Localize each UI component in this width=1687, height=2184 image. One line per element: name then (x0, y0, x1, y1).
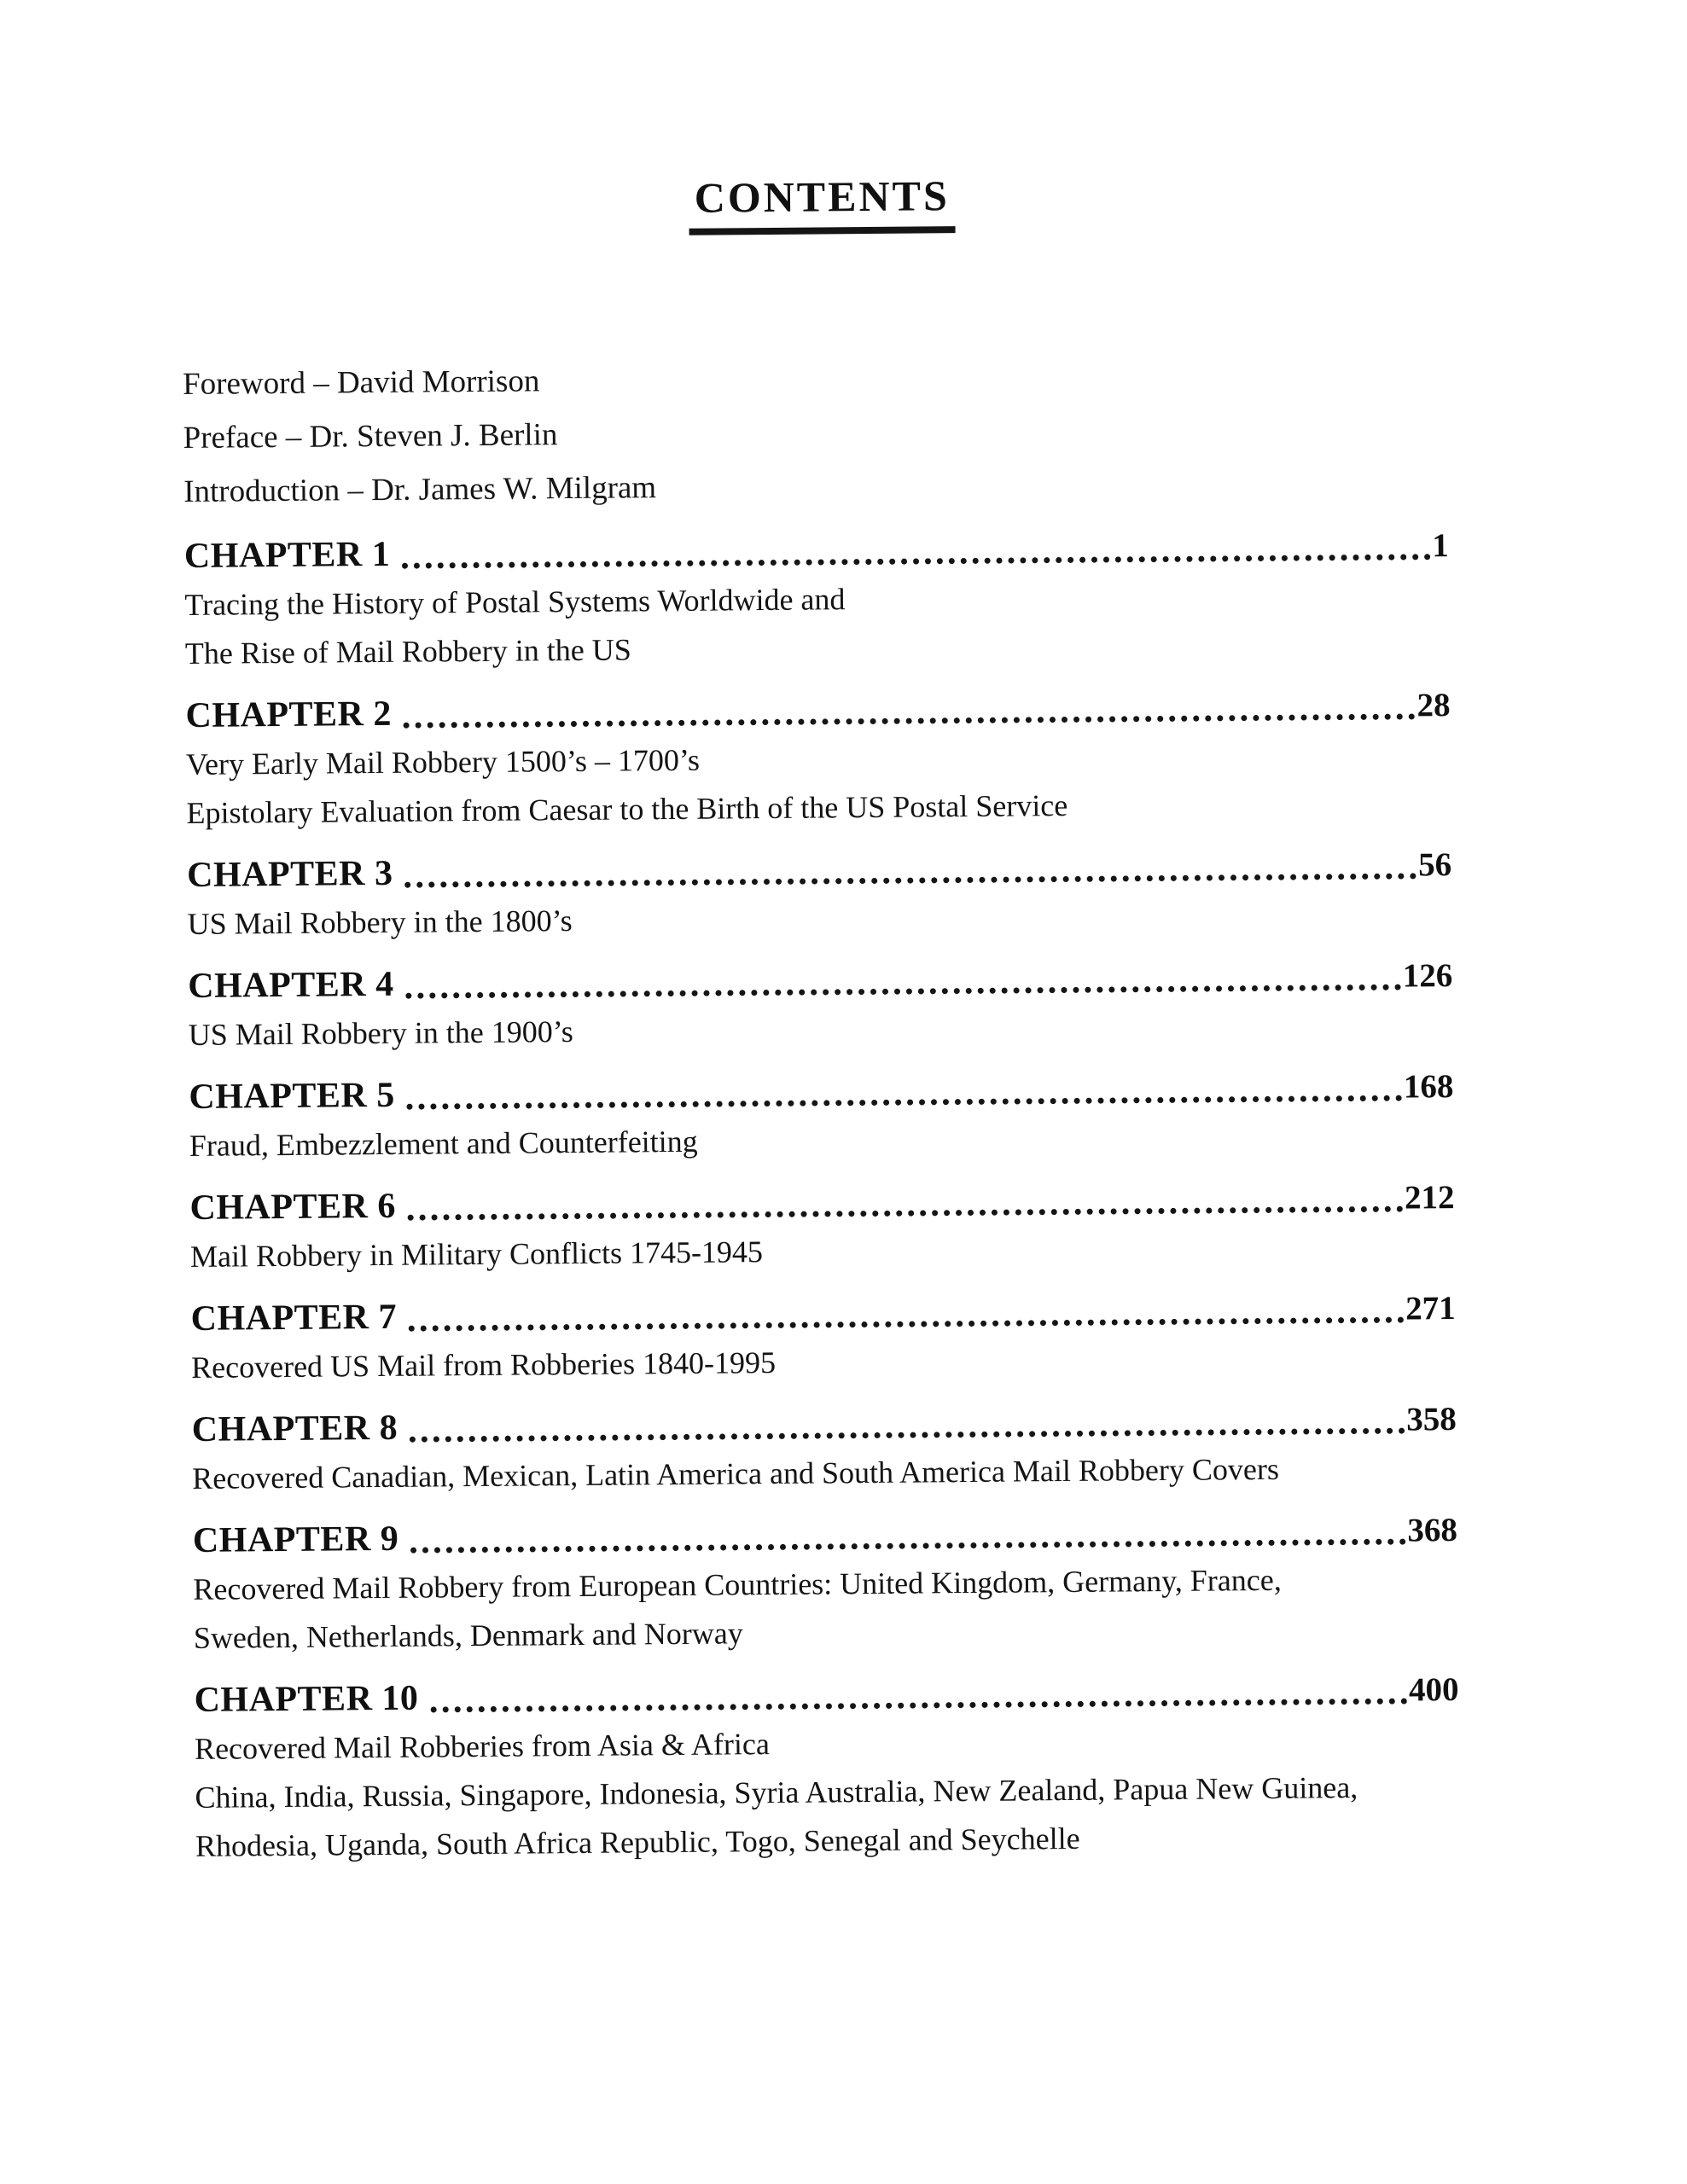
title-row (198, 166, 1446, 240)
dot-leader (409, 1317, 1404, 1332)
page-number: 400 (1408, 1671, 1459, 1709)
chapter-subtitle-line: Recovered Canadian, Mexican, Latin America and South America Mail Robbery Covers (192, 1451, 1280, 1496)
chapter-heading: CHAPTER 10 (194, 1678, 419, 1720)
front-matter-preface: Preface – Dr. Steven J. Berlin (183, 417, 558, 456)
chapter-subtitle-line: Very Early Mail Robbery 1500’s – 1700’s (185, 742, 701, 781)
toc-entry-chapter-5 (189, 1062, 1454, 1170)
dot-leader (402, 554, 1430, 569)
page-number: 126 (1402, 957, 1453, 995)
toc-entry-chapter-7 (190, 1284, 1456, 1392)
dot-leader (431, 1699, 1408, 1713)
chapter-heading: CHAPTER 8 (191, 1408, 398, 1449)
chapter-heading: CHAPTER 1 (183, 534, 391, 576)
chapter-subtitle-line: China, India, Russia, Singapore, Indonesia, Syria Australia, New Zealand, Papua New Guinea, (195, 1770, 1358, 1815)
dot-leader (406, 985, 1401, 999)
chapter-subtitle-line: Sweden, Netherlands, Denmark and Norway (193, 1616, 743, 1655)
toc-entry-chapter-8 (192, 1395, 1457, 1503)
front-matter-foreword: Foreword – David Morrison (182, 363, 540, 402)
toc-entry-chapter-2 (185, 681, 1451, 838)
chapter-subtitle-line: Tracing the History of Postal Systems Worldwide and (184, 582, 846, 622)
dot-leader (404, 713, 1416, 728)
dot-leader (410, 1539, 1405, 1554)
page-number: 271 (1405, 1290, 1456, 1327)
chapter-list (184, 521, 1461, 1871)
toc-entry-chapter-6 (189, 1173, 1455, 1281)
chapter-subtitle-line: Rhodesia, Uganda, South Africa Republic, Togo, Senegal and Seychelle (195, 1821, 1080, 1863)
toc-entry-chapter-4 (188, 951, 1453, 1060)
chapter-heading: CHAPTER 4 (188, 964, 394, 1006)
chapter-subtitle-line: Recovered US Mail from Robberies 1840-1995 (190, 1345, 777, 1385)
dot-leader (408, 1206, 1403, 1221)
page-number: 212 (1404, 1179, 1455, 1217)
toc-entry-chapter-1 (184, 521, 1450, 678)
page-number: 1 (1432, 527, 1450, 565)
front-matter (183, 346, 1449, 519)
page-title: CONTENTS (689, 171, 955, 235)
page-number: 56 (1417, 846, 1452, 884)
dot-leader (405, 873, 1417, 887)
page-number: 368 (1407, 1512, 1458, 1549)
chapter-heading: CHAPTER 6 (189, 1186, 397, 1228)
toc-entry-chapter-9 (193, 1506, 1458, 1663)
chapter-subtitle-line: US Mail Robbery in the 1800’s (187, 903, 573, 941)
chapter-subtitle-line: Mail Robbery in Military Conflicts 1745-1945 (189, 1234, 764, 1274)
chapter-subtitle-line: Recovered Mail Robbery from European Countries: United Kingdom, Germany, France, (193, 1562, 1282, 1606)
toc-entry-chapter-10 (194, 1665, 1460, 1871)
chapter-subtitle-line: The Rise of Mail Robbery in the US (184, 632, 631, 671)
chapter-subtitle-line: Recovered Mail Robberies from Asia & Africa (194, 1727, 771, 1766)
dot-leader (407, 1095, 1402, 1110)
chapter-subtitle-line: Epistolary Evaluation from Caesar to the Birth of the US Postal Service (186, 787, 1068, 830)
chapter-heading: CHAPTER 2 (185, 694, 393, 735)
page-content (181, 166, 1460, 1871)
page-number: 28 (1416, 687, 1451, 724)
chapter-heading: CHAPTER 9 (192, 1519, 399, 1560)
front-matter-introduction: Introduction – Dr. James W. Milgram (183, 470, 657, 509)
chapter-heading: CHAPTER 5 (189, 1075, 395, 1117)
toc-entry-chapter-3 (187, 840, 1452, 949)
chapter-heading: CHAPTER 7 (190, 1297, 398, 1339)
page-number: 358 (1406, 1401, 1457, 1438)
chapter-subtitle-line: Fraud, Embezzlement and Counterfeiting (189, 1124, 698, 1163)
dot-leader (410, 1428, 1405, 1443)
chapter-subtitle-line: US Mail Robbery in the 1900’s (188, 1014, 573, 1052)
page-number: 168 (1403, 1068, 1454, 1106)
chapter-heading: CHAPTER 3 (186, 853, 393, 895)
